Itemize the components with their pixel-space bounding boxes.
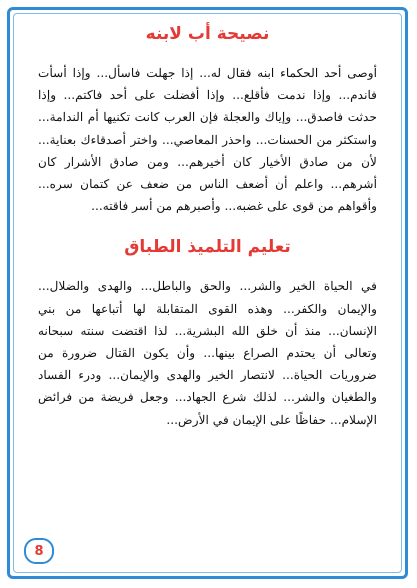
page-frame [7,7,408,579]
page-number-badge: 8 [24,538,54,564]
section-title-father-advice: نصيحة أب لابنه [145,24,270,44]
section-body-father-advice: أوصى أحد الحكماء ابنه فقال له... إذا جهلت فاسأل... وإذا أسأت فاندم... وإذا ندمت فأقلع... وإذا أفضلت على أحد فاكتم... وإذا حدثت فاصدق... وإياك والعجلة فإن العرب كانت تكنيها أم الندامة... واستكثر من الحسنات... واحذر المعاصي... واختر أصدقاءك بعناية... لأن من صادق الأخيار كان أخيرهم... ومن صادق الأشرار كان أشرهم... واعلم أن أضعف الناس من ضعف عن كتمان سره... وأقواهم من قوى على غضبه... وأصبرهم من أسر فاقته... [38,66,377,214]
section-body-antithesis-lesson: في الحياة الخير والشر... والحق والباطل... والهدى والضلال... والإيمان والكفر... وهذه القوى المتقابلة لها أتباعها من بني الإنسان... منذ أن خلق الله البشرية... لذا اقتضت سنته سبحانه وتعالى أن يحتدم الصراع بينها... وأن يكون القتال ضرورة من ضروريات الحياة... لانتصار الخير والهدى والإيمان... ودرء الفساد والطغيان والشر... لذلك شرع الجهاد... وجعل فريضة من فرائض الإسلام... حفاظًا على الإيمان في الأرض... [38,279,377,427]
page-content [38,24,377,431]
section-title-antithesis-lesson: تعليم التلميذ الطباق [124,237,291,258]
